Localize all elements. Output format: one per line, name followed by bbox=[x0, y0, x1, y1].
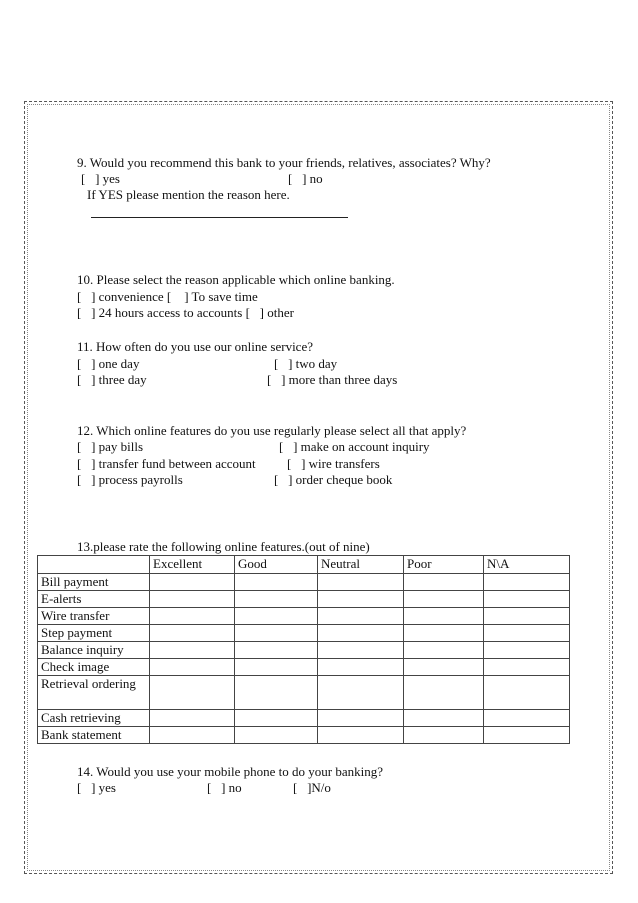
rating-cell[interactable] bbox=[404, 676, 484, 710]
rating-cell[interactable] bbox=[404, 710, 484, 727]
table-row bbox=[38, 642, 570, 659]
rating-cell[interactable] bbox=[404, 727, 484, 744]
q9-followup: If YES please mention the reason here. bbox=[87, 187, 290, 202]
rating-cell[interactable] bbox=[150, 710, 235, 727]
rating-cell[interactable] bbox=[150, 642, 235, 659]
rating-cell[interactable] bbox=[318, 574, 404, 591]
q14-question: 14. Would you use your mobile phone to do your banking? bbox=[77, 764, 383, 779]
rating-cell[interactable] bbox=[404, 591, 484, 608]
rating-cell[interactable] bbox=[235, 625, 318, 642]
q11-option-one-day[interactable]: [ ] one day bbox=[77, 356, 140, 371]
row-label: Cash retrieving bbox=[38, 710, 150, 727]
row-label: Step payment bbox=[38, 625, 150, 642]
q12-question: 12. Which online features do you use regularly please select all that apply? bbox=[77, 423, 467, 438]
row-label: Bill payment bbox=[38, 574, 150, 591]
row-label: Wire transfer bbox=[38, 608, 150, 625]
rating-header-na: N\A bbox=[484, 556, 570, 574]
q12-option-pay-bills[interactable]: [ ] pay bills bbox=[77, 439, 144, 454]
rating-cell[interactable] bbox=[150, 625, 235, 642]
rating-header-good: Good bbox=[235, 556, 318, 574]
rating-cell[interactable] bbox=[404, 642, 484, 659]
q11-option-two-day[interactable]: [ ] two day bbox=[274, 356, 338, 371]
rating-cell[interactable] bbox=[150, 574, 235, 591]
table-row bbox=[38, 710, 570, 727]
rating-cell[interactable] bbox=[235, 574, 318, 591]
table-row bbox=[38, 608, 570, 625]
table-row bbox=[38, 659, 570, 676]
rating-cell[interactable] bbox=[318, 710, 404, 727]
rating-cell[interactable] bbox=[484, 710, 570, 727]
table-row bbox=[38, 727, 570, 744]
rating-cell[interactable] bbox=[318, 676, 404, 710]
rating-cell[interactable] bbox=[318, 642, 404, 659]
q9-option-yes[interactable]: [ ] yes bbox=[81, 171, 120, 186]
row-label: E-alerts bbox=[38, 591, 150, 608]
q14-option-yes[interactable]: [ ] yes bbox=[77, 780, 116, 795]
rating-header-blank bbox=[38, 556, 150, 574]
rating-cell[interactable] bbox=[318, 625, 404, 642]
rating-cell[interactable] bbox=[235, 727, 318, 744]
q9-option-no[interactable]: [ ] no bbox=[288, 171, 323, 186]
rating-cell[interactable] bbox=[150, 608, 235, 625]
row-label: Check image bbox=[38, 659, 150, 676]
row-label: Bank statement bbox=[38, 727, 150, 744]
rating-cell[interactable] bbox=[318, 608, 404, 625]
table-row bbox=[38, 676, 570, 710]
rating-cell[interactable] bbox=[235, 642, 318, 659]
q9-question: 9. Would you recommend this bank to your friends, relatives, associates? Why? bbox=[77, 155, 491, 170]
rating-cell[interactable] bbox=[150, 676, 235, 710]
rating-cell[interactable] bbox=[404, 574, 484, 591]
rating-cell[interactable] bbox=[484, 727, 570, 744]
table-row bbox=[38, 625, 570, 642]
q11-option-more-than-three[interactable]: [ ] more than three days bbox=[267, 372, 398, 387]
rating-cell[interactable] bbox=[484, 591, 570, 608]
rating-cell[interactable] bbox=[404, 659, 484, 676]
table-row bbox=[38, 574, 570, 591]
rating-cell[interactable] bbox=[484, 659, 570, 676]
q11-question: 11. How often do you use our online service? bbox=[77, 339, 313, 354]
q12-option-cheque-book[interactable]: [ ] order cheque book bbox=[274, 472, 393, 487]
q9-answer-line[interactable] bbox=[91, 217, 348, 218]
rating-cell[interactable] bbox=[235, 659, 318, 676]
rating-cell[interactable] bbox=[318, 727, 404, 744]
row-label: Retrieval ordering bbox=[38, 676, 150, 710]
rating-header-neutral: Neutral bbox=[318, 556, 404, 574]
rating-header-row bbox=[38, 556, 570, 574]
q12-option-payrolls[interactable]: [ ] process payrolls bbox=[77, 472, 183, 487]
rating-cell[interactable] bbox=[235, 710, 318, 727]
rating-cell[interactable] bbox=[484, 574, 570, 591]
rating-cell[interactable] bbox=[484, 676, 570, 710]
rating-cell[interactable] bbox=[235, 608, 318, 625]
rating-header-excellent: Excellent bbox=[150, 556, 235, 574]
rating-cell[interactable] bbox=[150, 659, 235, 676]
q10-options-row1[interactable]: [ ] convenience [ ] To save time bbox=[77, 289, 258, 304]
rating-cell[interactable] bbox=[404, 608, 484, 625]
q12-option-account-inquiry[interactable]: [ ] make on account inquiry bbox=[279, 439, 430, 454]
rating-cell[interactable] bbox=[318, 659, 404, 676]
q12-option-transfer[interactable]: [ ] transfer fund between account bbox=[77, 456, 256, 471]
rating-cell[interactable] bbox=[235, 676, 318, 710]
row-label: Balance inquiry bbox=[38, 642, 150, 659]
rating-table bbox=[37, 555, 570, 744]
q10-question: 10. Please select the reason applicable which online banking. bbox=[77, 272, 395, 287]
q10-options-row2[interactable]: [ ] 24 hours access to accounts [ ] other bbox=[77, 305, 294, 320]
rating-cell[interactable] bbox=[484, 625, 570, 642]
rating-cell[interactable] bbox=[318, 591, 404, 608]
rating-cell[interactable] bbox=[150, 591, 235, 608]
rating-cell[interactable] bbox=[404, 625, 484, 642]
rating-cell[interactable] bbox=[150, 727, 235, 744]
rating-cell[interactable] bbox=[484, 608, 570, 625]
rating-cell[interactable] bbox=[484, 642, 570, 659]
q12-option-wire[interactable]: [ ] wire transfers bbox=[287, 456, 380, 471]
q14-option-no-opinion[interactable]: [ ]N/o bbox=[293, 780, 331, 795]
table-row bbox=[38, 591, 570, 608]
q14-option-no[interactable]: [ ] no bbox=[207, 780, 242, 795]
q11-option-three-day[interactable]: [ ] three day bbox=[77, 372, 147, 387]
rating-cell[interactable] bbox=[235, 591, 318, 608]
q13-question: 13.please rate the following online features.(out of nine) bbox=[77, 539, 370, 554]
rating-header-poor: Poor bbox=[404, 556, 484, 574]
